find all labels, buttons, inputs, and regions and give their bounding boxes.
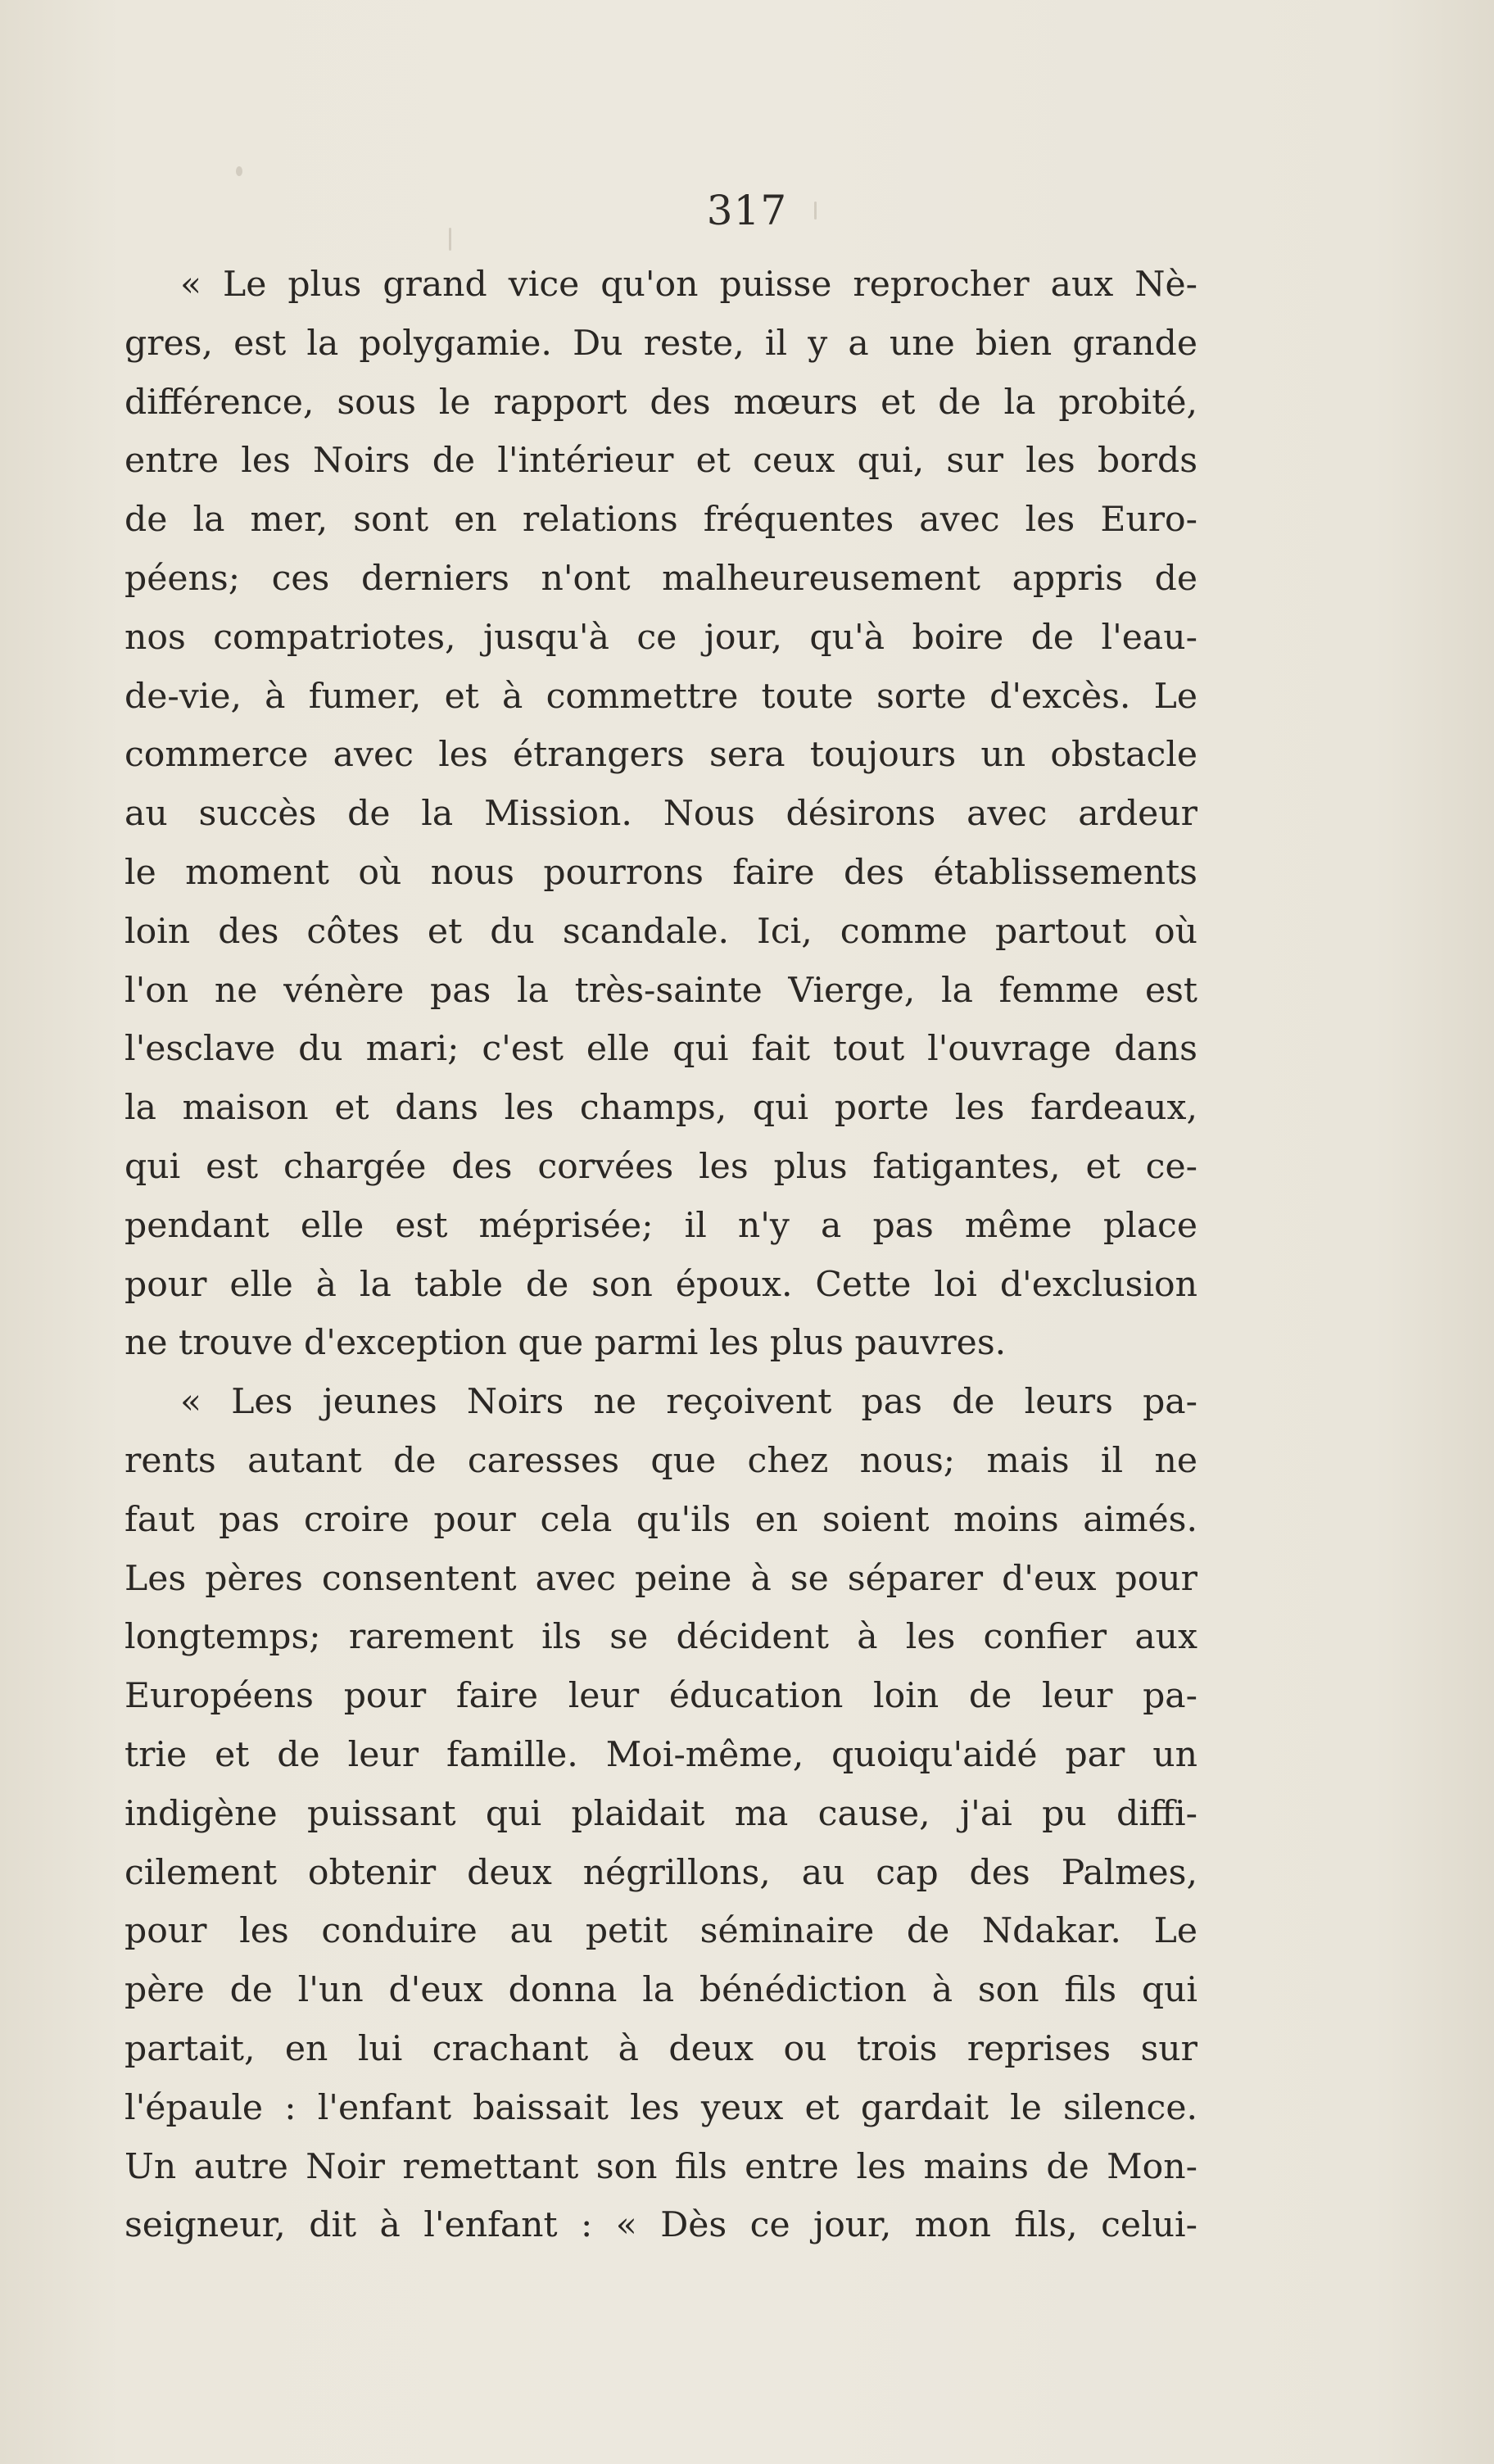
text-line: au succès de la Mission. Nous désirons avec ardeur <box>124 794 1197 835</box>
text-line: pendant elle est méprisée; il n'y a pas même place <box>124 1205 1197 1246</box>
text-line: pour les conduire au petit séminaire de Ndakar. Le <box>124 1911 1197 1952</box>
text-line: l'on ne vénère pas la très-sainte Vierge, la femme est <box>124 970 1197 1011</box>
text-line: de-vie, à fumer, et à commettre toute sorte d'excès. Le <box>124 676 1197 717</box>
page-number: 317 <box>706 187 788 234</box>
text-line: l'esclave du mari; c'est elle qui fait tout l'ouvrage dans <box>124 1029 1197 1070</box>
text-line: péens; ces derniers n'ont malheureusement appris de <box>124 558 1197 599</box>
text-line: « Le plus grand vice qu'on puisse reprocher aux Nè- <box>180 265 1197 305</box>
text-line: le moment où nous pourrons faire des établissements <box>124 852 1197 893</box>
text-line: loin des côtes et du scandale. Ici, comme partout où <box>124 911 1197 952</box>
paper-speck <box>236 166 242 176</box>
text-line: rents autant de caresses que chez nous; mais il ne <box>124 1440 1197 1481</box>
text-line: « Les jeunes Noirs ne reçoivent pas de leurs pa- <box>180 1382 1197 1423</box>
text-line: de la mer, sont en relations fréquentes avec les Euro- <box>124 500 1197 541</box>
body-text <box>124 256 1197 2255</box>
text-line: trie et de leur famille. Moi-même, quoiqu'aidé par un <box>124 1734 1197 1775</box>
text-line: seigneur, dit à l'enfant : « Dès ce jour, mon fils, celui- <box>124 2205 1197 2246</box>
text-line: Les pères consentent avec peine à se séparer d'eux pour <box>124 1558 1197 1599</box>
text-line: qui est chargée des corvées les plus fatigantes, et ce- <box>124 1146 1197 1187</box>
text-line: partait, en lui crachant à deux ou trois reprises sur <box>124 2028 1197 2069</box>
text-line: père de l'un d'eux donna la bénédiction à son fils qui <box>124 1970 1197 2011</box>
text-line: ne trouve d'exception que parmi les plus pauvres. <box>124 1323 1007 1364</box>
text-line: Européens pour faire leur éducation loin de leur pa- <box>124 1676 1197 1717</box>
text-line: gres, est la polygamie. Du reste, il y a une bien grande <box>124 323 1197 364</box>
text-line: pour elle à la table de son époux. Cette loi d'exclusion <box>124 1264 1197 1305</box>
text-line: nos compatriotes, jusqu'à ce jour, qu'à boire de l'eau- <box>124 617 1197 658</box>
text-line: indigène puissant qui plaidait ma cause, j'ai pu diffi- <box>124 1793 1197 1834</box>
text-line: cilement obtenir deux négrillons, au cap des Palmes, <box>124 1852 1197 1893</box>
text-line: faut pas croire pour cela qu'ils en soient moins aimés. <box>124 1499 1197 1540</box>
text-line: différence, sous le rapport des mœurs et de la probité, <box>124 382 1197 423</box>
text-line: commerce avec les étrangers sera toujours un obstacle <box>124 735 1197 776</box>
text-line: entre les Noirs de l'intérieur et ceux qui, sur les bords <box>124 441 1197 482</box>
text-line: Un autre Noir remettant son fils entre les mains de Mon- <box>124 2146 1197 2187</box>
text-line: l'épaule : l'enfant baissait les yeux et gardait le silence. <box>124 2087 1197 2128</box>
text-line: la maison et dans les champs, qui porte les fardeaux, <box>124 1088 1197 1129</box>
text-line: longtemps; rarement ils se décident à les confier aux <box>124 1617 1197 1658</box>
